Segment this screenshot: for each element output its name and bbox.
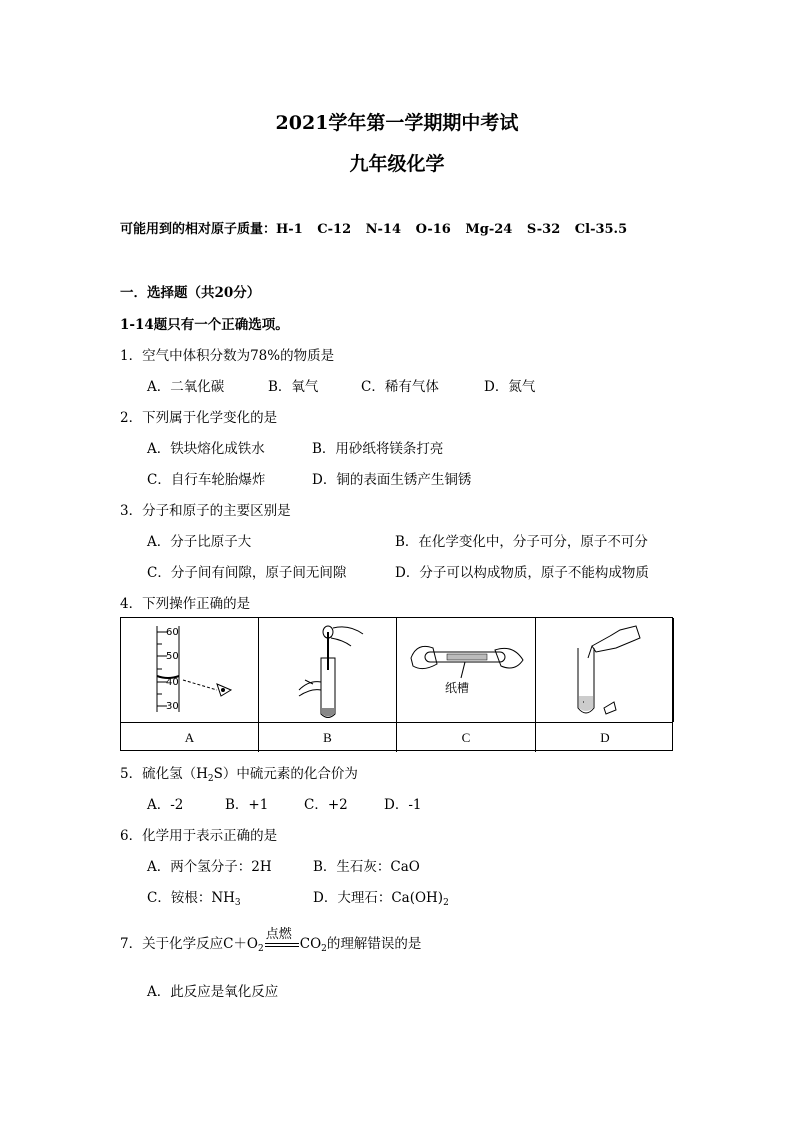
q4-label-d[interactable]: D [600,730,610,745]
q6-option-d[interactable] [313,886,449,908]
q2-option-c[interactable]: C．自行车轮胎爆炸 [147,472,266,488]
exam-subject: 九年级化学 [349,153,445,175]
q1-option-b[interactable]: B．氧气 [268,379,319,395]
section-note: 1-14题只有一个正确选项。 [120,317,289,333]
atomic-mass-h: H-1 [276,222,303,237]
dropper-test-tube-illustration [259,618,397,722]
q5-option-c[interactable]: C．+2 [304,797,348,813]
q7-option-a[interactable]: A．此反应是氧化反应 [147,984,279,1000]
scale-label-50: 50 [166,651,179,662]
q3-option-b[interactable]: B．在化学变化中，分子可分，原子不可分 [395,534,648,550]
q6-option-d-sub: 2 [443,898,449,908]
q1-option-d[interactable]: D．氮气 [484,379,536,395]
q6-stem: 6．化学用于表示正确的是 [120,828,278,844]
atomic-mass-o: O-16 [415,222,451,237]
q1-option-c[interactable]: C．稀有气体 [361,379,439,395]
paper-trough-powder-illustration [397,618,536,722]
q7-product: CO [299,936,322,952]
atomic-mass-cl: Cl-35.5 [574,222,628,237]
q4-figure-table [120,617,673,751]
q4-figure-a [121,618,259,722]
q6-option-a[interactable]: A．两个氢分子：2H [147,859,272,875]
q3-option-c[interactable]: C．分子间有间隙，原子间无间隙 [147,565,347,581]
q4-label-c[interactable]: C [397,723,536,752]
q1-stem: 1．空气中体积分数为78%的物质是 [120,348,335,364]
q6-option-c-text: C．铵根：NH [147,890,235,906]
q4-label-a[interactable]: A [121,723,259,752]
scale-label-30: 30 [166,701,179,712]
atomic-mass-c: C-12 [317,222,352,237]
q1-option-a[interactable]: A．二氧化碳 [147,379,225,395]
q4-label-row [121,722,672,751]
q2-option-a[interactable]: A．铁块熔化成铁水 [147,441,265,457]
reaction-condition: 点燃 [265,926,292,942]
q7-stem-post: 的理解错误的是 [326,936,422,952]
atomic-mass-n: N-14 [365,222,402,237]
q5-option-d[interactable]: D．-1 [384,797,422,813]
section-heading: 一．选择题（共20分） [120,285,261,301]
scale-label-40: 40 [166,677,179,688]
q6-option-d-text: D．大理石：Ca(OH) [313,890,444,906]
exam-title: 2021学年第一学期期中考试 [275,112,519,134]
atomic-mass-label: 可能用到的相对原子质量： [120,222,277,237]
q4-label-b[interactable]: B [259,723,397,752]
q5-stem-sub: 2 [207,774,214,784]
atomic-mass-mg: Mg-24 [465,222,513,237]
q5-option-a[interactable]: A．-2 [147,797,184,813]
q7-stem [120,926,422,954]
graduated-cylinder-reading-illustration [121,618,259,722]
q7-o2-sub: 2 [258,944,264,954]
q5-option-b[interactable]: B．+1 [225,797,269,813]
q5-stem-pre: 5．硫化氢（H [120,766,208,782]
pour-liquid-illustration [536,618,674,722]
q2-option-b[interactable]: B．用砂纸将镁条打亮 [312,441,444,457]
q5-stem [120,762,358,784]
q7-product-sub: 2 [321,944,327,954]
q5-stem-post: S）中硫元素的化合价为 [213,766,358,782]
atomic-mass-line [120,218,627,237]
q2-stem: 2．下列属于化学变化的是 [120,410,278,426]
q4-stem: 4．下列操作正确的是 [120,596,251,612]
q3-option-a[interactable]: A．分子比原子大 [147,534,252,550]
q4-figure-c [397,618,536,722]
atomic-mass-s: S-32 [526,222,561,237]
q2-option-d[interactable]: D．铜的表面生锈产生铜锈 [312,472,472,488]
q7-stem-pre: 7．关于化学反应C＋O [120,936,258,952]
q6-option-c-sub: 3 [234,898,241,908]
paper-trough-label: 纸槽 [445,681,470,695]
q6-option-b[interactable]: B．生石灰：CaO [313,859,420,875]
reaction-arrow [265,926,299,952]
q6-option-c[interactable] [147,886,241,908]
scale-label-60: 60 [166,627,179,638]
q4-figure-d [536,618,674,722]
q4-figure-b [259,618,397,722]
q3-stem: 3．分子和原子的主要区别是 [120,503,291,519]
q3-option-d[interactable]: D．分子可以构成物质，原子不能构成物质 [395,565,649,581]
